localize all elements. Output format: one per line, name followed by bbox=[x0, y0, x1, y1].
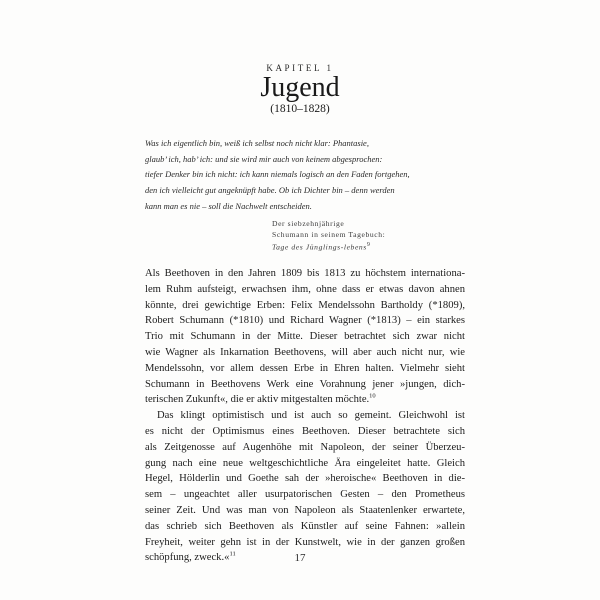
paragraph-2 bbox=[145, 408, 465, 566]
text-line: lem Ruhm aufsteigt, erwachsen ihm, ohne dass er etwas davon ahnen bbox=[145, 283, 465, 295]
epigraph-line: den ich vielleicht gut angeknüpft habe. Ob ich Dichter bin – denn werden bbox=[145, 185, 395, 196]
text-line: Robert Schumann (*1810) und Richard Wagner (*1813) – ein starkes bbox=[145, 315, 465, 327]
attribution-source bbox=[272, 240, 432, 253]
text-line-content: terischen Zukunft«, die er aktiv mitgestalten möchte. bbox=[145, 394, 370, 406]
text-line: Als Beethoven in den Jahren 1809 bis 1813 zu höchstem internationa- bbox=[145, 268, 465, 279]
text-line: sem – ungeachtet aller usurpatorischen Gesten – den Prometheus bbox=[145, 489, 465, 501]
chapter-label: KAPITEL 1 bbox=[266, 63, 334, 73]
epigraph-line: tiefer Denker bin ich nicht: ich kann niemals logisch an den Faden fortgehen, bbox=[145, 169, 410, 180]
attribution-line: Schumann in seinem Tagebuch: bbox=[272, 230, 386, 239]
text-line: es nicht der Optimismus eines Beethoven. Dieser betrachtete sich bbox=[145, 425, 465, 437]
text-line: Hegel, Hölderlin und Goethe sah der »heroische« Beethoven in die- bbox=[145, 473, 465, 485]
attribution-line: Der siebzehnjährige bbox=[272, 219, 345, 228]
text-line: Freyheit, weiter gehn ist in der Kunstwelt, wie in der ganzen großen bbox=[145, 536, 465, 548]
attribution-source-title: Tage des Jünglings-lebens bbox=[272, 242, 367, 252]
text-line: Mendelssohn, vor allem dessen Erbe in Ehren halten. Vielmehr sieht bbox=[145, 362, 465, 374]
chapter-years: (1810–1828) bbox=[270, 103, 330, 115]
text-line: Trio mit Schumann in der Mitte. Dieser betrachtet sich zwar nicht bbox=[145, 331, 465, 343]
epigraph-line: glaub’ ich, hab’ ich: und sie wird mir auch von keinem abgesprochen: bbox=[145, 153, 383, 164]
footnote-ref: 11 bbox=[229, 550, 236, 558]
text-line: Das klingt optimistisch und ist auch so gemeint. Gleichwohl ist bbox=[157, 410, 465, 422]
text-line bbox=[145, 392, 465, 408]
epigraph-line: Was ich eigentlich bin, weiß ich selbst noch nicht klar: Phantasie, bbox=[145, 138, 369, 148]
text-line: das schrieb sich Beethoven als Künstler auf seine Fahnen: »allein bbox=[145, 520, 465, 532]
text-line-content: schöpfung, zweck.« bbox=[145, 552, 230, 564]
page-number: 17 bbox=[294, 552, 306, 564]
footnote-ref: 10 bbox=[369, 392, 376, 400]
epigraph-line: kann man es nie – soll die Nachwelt entscheiden. bbox=[145, 200, 312, 211]
chapter-title: Jugend bbox=[260, 72, 340, 103]
body-text bbox=[145, 266, 465, 566]
text-line: wie Wagner als Inkarnation Beethovens, will aber auch nicht nur, wie bbox=[145, 346, 465, 358]
epigraph-attribution bbox=[272, 218, 432, 253]
text-line: Schumann in Beethovens Werk eine Vorahnung jener »jungen, dich- bbox=[145, 378, 465, 390]
text-line: könnte, drei gewichtige Erben: Felix Mendelssohn Bartholdy (*1809), bbox=[145, 299, 465, 311]
text-line: gung nach eine neue weltgeschichtliche Ära eingeleitet hatte. Gleich bbox=[145, 457, 465, 469]
text-line: seiner Zeit. Und was man von Napoleon als Staatenlenker erwartete, bbox=[145, 504, 465, 516]
paragraph-1 bbox=[145, 266, 465, 408]
text-line: als Zeitgenosse auf Augenhöhe mit Napoleon, der seiner Überzeu- bbox=[145, 441, 465, 453]
footnote-ref: 9 bbox=[366, 242, 370, 248]
epigraph bbox=[145, 136, 465, 215]
